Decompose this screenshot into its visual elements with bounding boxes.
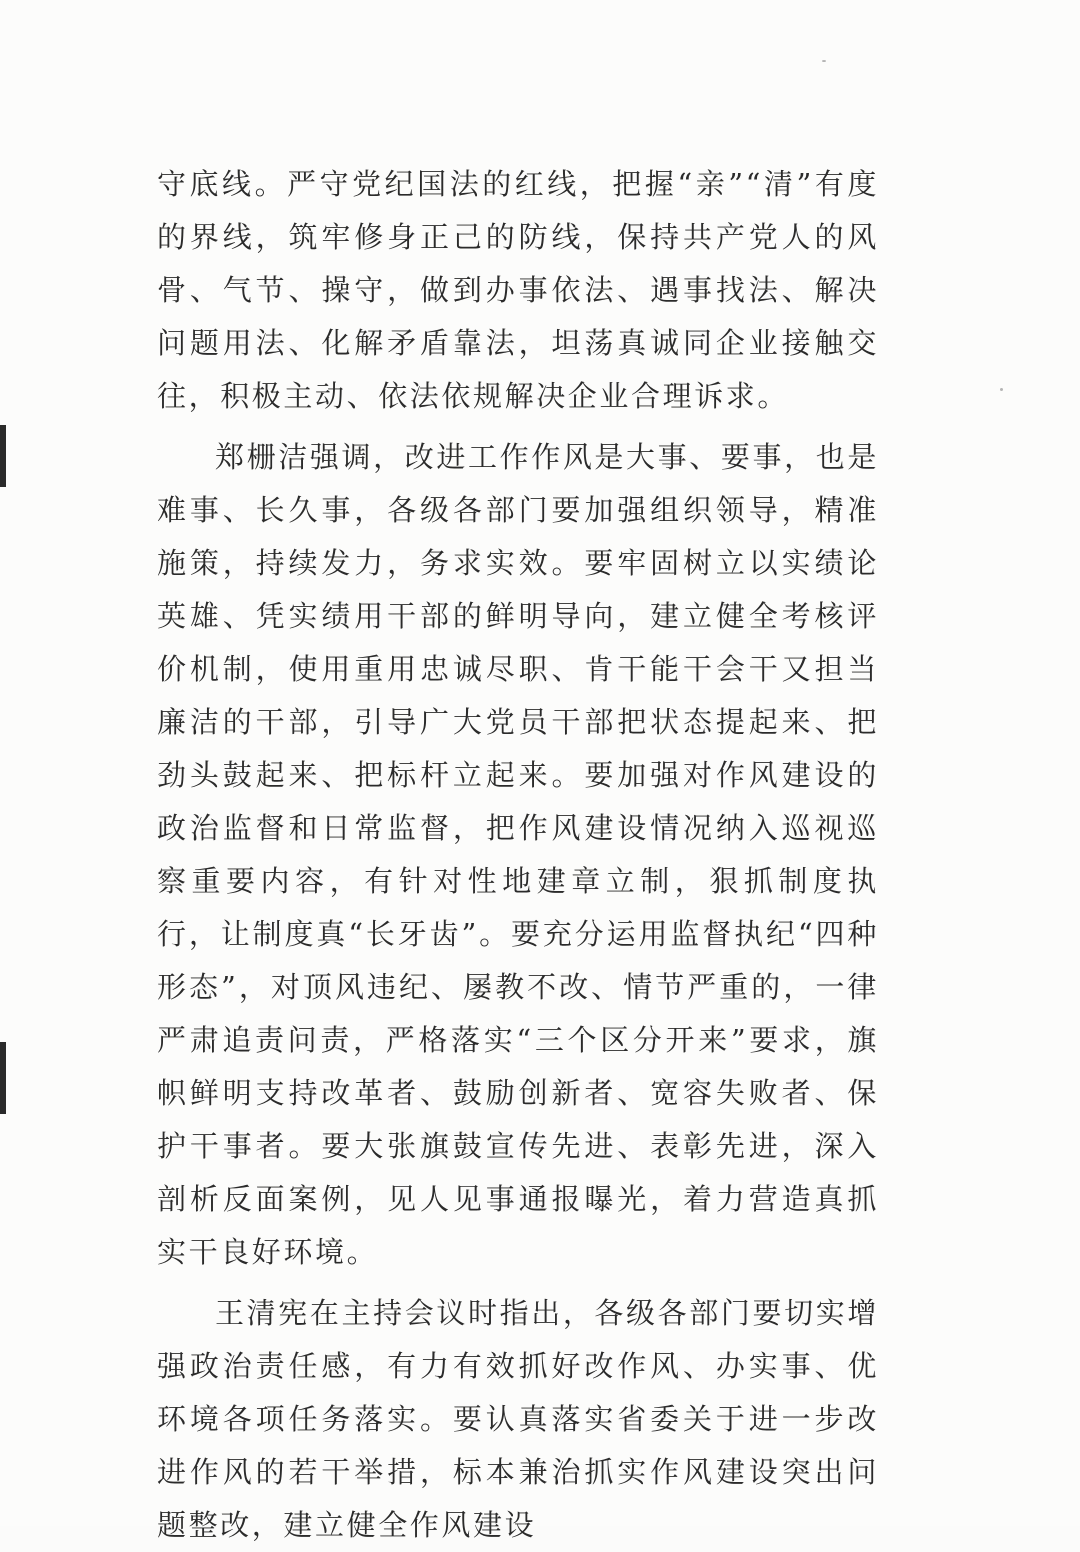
document-body [157, 158, 879, 1552]
paragraph-2: 郑栅洁强调，改进工作作风是大事、要事，也是难事、长久事，各级各部门要加强组织领导，精准施策，持续发力，务求实效。要牢固树立以实绩论英雄、凭实绩用干部的鲜明导向，建立健全考核评价机制，使用重用忠诚尽职、肯干能干会干又担当廉洁的干部，引导广大党员干部把状态提起来、把劲头鼓起来、把标杆立起来。要加强对作风建设的政治监督和日常监督，把作风建设情况纳入巡视巡察重要内容，有针对性地建章立制，狠抓制度执行，让制度真“长牙齿”。要充分运用监督执纪“四种形态”，对顶风违纪、屡教不改、情节严重的，一律严肃追责问责，严格落实“三个区分开来”要求，旗帜鲜明支持改革者、鼓励创新者、宽容失败者、保护干事者。要大张旗鼓宣传先进、表彰先进，深入剖析反面案例，见人见事通报曝光，着力营造真抓实干良好环境。 [157, 440, 879, 1269]
paragraph-3: 王清宪在主持会议时指出，各级各部门要切实增强政治责任感，有力有效抓好改作风、办实事、优环境各项任务落实。要认真落实省委关于进一步改进作风的若干举措，标本兼治抓实作风建设突出问题整改，建立健全作风建设 [157, 1296, 879, 1542]
scan-speck [822, 60, 826, 62]
scan-edge-mark [0, 1042, 6, 1114]
scan-speck [1000, 388, 1003, 391]
paragraph-1: 守底线。严守党纪国法的红线，把握“亲”“清”有度的界线，筑牢修身正己的防线，保持共产党人的风骨、气节、操守，做到办事依法、遇事找法、解决问题用法、化解矛盾靠法，坦荡真诚同企业接触交往，积极主动、依法依规解决企业合理诉求。 [157, 167, 879, 413]
scan-edge-mark [0, 425, 6, 487]
